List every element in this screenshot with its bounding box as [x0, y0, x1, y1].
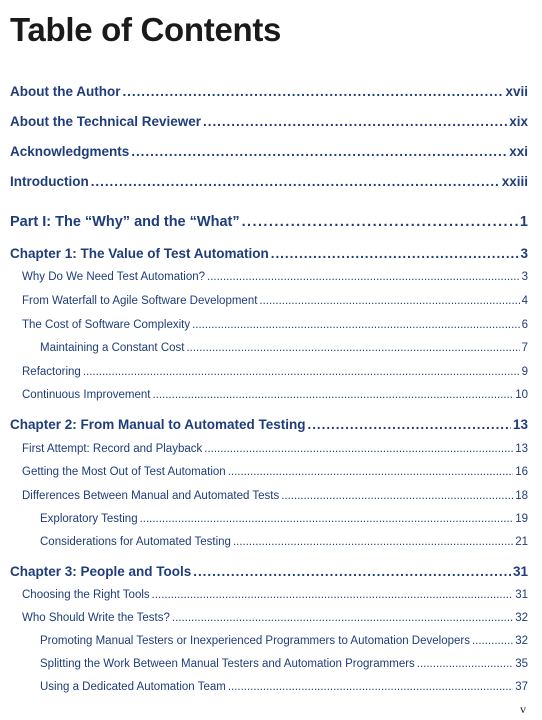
toc-entry-page: 37	[515, 681, 528, 693]
dot-leader	[91, 174, 500, 189]
toc-entry-label: First Attempt: Record and Playback	[22, 443, 203, 455]
toc-entry-page: 3	[521, 271, 528, 283]
toc-entry-page: 9	[521, 366, 528, 378]
toc-entry-subsection[interactable]	[40, 513, 528, 525]
dot-leader	[193, 564, 511, 579]
toc-entry-page: 31	[512, 564, 528, 579]
toc-entry-label: From Waterfall to Agile Software Development	[22, 295, 258, 307]
dot-leader	[242, 214, 518, 230]
page-number: v	[520, 702, 526, 716]
dot-leader	[271, 246, 519, 261]
toc-entry-label: Why Do We Need Test Automation?	[22, 271, 206, 283]
toc-entry-label: About the Author	[10, 84, 121, 99]
dot-leader	[259, 295, 519, 307]
toc-entry-page: 16	[515, 466, 528, 478]
toc-entry-part-1[interactable]	[10, 214, 528, 230]
dot-leader	[308, 417, 511, 432]
toc-entry-section[interactable]	[22, 443, 528, 455]
toc-entry-subsection[interactable]	[40, 635, 528, 647]
toc-entry-chapter-1[interactable]	[10, 246, 528, 261]
toc-entry-acknowledgments[interactable]	[10, 144, 528, 159]
dot-leader	[204, 443, 513, 455]
page-title: Table of Contents	[10, 11, 282, 48]
toc-entry-label: Chapter 1: The Value of Test Automation	[10, 246, 269, 261]
toc-entry-label: Choosing the Right Tools	[22, 589, 150, 601]
toc-entry-subsection[interactable]	[40, 681, 528, 693]
toc-entry-page: 19	[515, 513, 528, 525]
toc-entry-label: About the Technical Reviewer	[10, 114, 202, 129]
dot-leader	[122, 84, 503, 99]
toc-entry-chapter-2[interactable]	[10, 417, 528, 432]
toc-entry-label: Refactoring	[22, 366, 81, 378]
toc-entry-page: xxiii	[501, 174, 528, 189]
toc-entry-page: xvii	[505, 84, 528, 99]
toc-entry-section[interactable]	[22, 466, 528, 478]
toc-entry-label: Introduction	[10, 174, 89, 189]
toc-entry-about-reviewer[interactable]	[10, 114, 528, 129]
toc-entry-page: 4	[521, 295, 528, 307]
toc-entry-page: 32	[515, 635, 528, 647]
toc-entry-label: Getting the Most Out of Test Automation	[22, 466, 226, 478]
dot-leader	[192, 319, 520, 331]
toc-entry-page: 35	[515, 658, 528, 670]
toc-entry-section[interactable]	[22, 319, 528, 331]
toc-entry-page: 10	[515, 389, 528, 401]
dot-leader	[203, 114, 507, 129]
toc-entry-chapter-3[interactable]	[10, 564, 528, 579]
toc-entry-page: 32	[515, 612, 528, 624]
toc-entry-page: 21	[515, 536, 528, 548]
dot-leader	[83, 366, 520, 378]
toc-entry-subsection[interactable]	[40, 658, 528, 670]
toc-entry-section[interactable]	[22, 295, 528, 307]
dot-leader	[152, 389, 513, 401]
dot-leader	[281, 490, 513, 502]
toc-entry-page: 3	[520, 246, 528, 261]
toc-entry-about-author[interactable]	[10, 84, 528, 99]
toc-entry-section[interactable]	[22, 589, 528, 601]
toc-entry-introduction[interactable]	[10, 174, 528, 189]
toc-entry-page: xix	[509, 114, 528, 129]
toc-entry-section[interactable]	[22, 366, 528, 378]
toc-entry-label: The Cost of Software Complexity	[22, 319, 191, 331]
dot-leader	[131, 144, 507, 159]
dot-leader	[228, 681, 513, 693]
toc-entry-label: Promoting Manual Testers or Inexperienced Programmers to Automation Developers	[40, 635, 470, 647]
dot-leader	[140, 513, 514, 525]
toc-entry-label: Chapter 3: People and Tools	[10, 564, 192, 579]
dot-leader	[186, 342, 519, 354]
toc-entry-page: 31	[515, 589, 528, 601]
toc-entry-page: 1	[519, 214, 528, 230]
toc-entry-page: 13	[512, 417, 528, 432]
toc-entry-label: Maintaining a Constant Cost	[40, 342, 185, 354]
toc-entry-section[interactable]	[22, 612, 528, 624]
toc-entry-section[interactable]	[22, 490, 528, 502]
toc-entry-label: Part I: The “Why” and the “What”	[10, 214, 240, 230]
toc-entry-label: Differences Between Manual and Automated Tests	[22, 490, 280, 502]
toc-entry-label: Exploratory Testing	[40, 513, 138, 525]
toc-entry-label: Who Should Write the Tests?	[22, 612, 170, 624]
toc-entry-section[interactable]	[22, 389, 528, 401]
toc-entry-label: Considerations for Automated Testing	[40, 536, 231, 548]
dot-leader	[207, 271, 520, 283]
toc-entry-page: 18	[515, 490, 528, 502]
toc-entry-page: 13	[515, 443, 528, 455]
toc-entry-label: Continuous Improvement	[22, 389, 151, 401]
dot-leader	[417, 658, 513, 670]
toc-entry-page: 7	[521, 342, 528, 354]
dot-leader	[152, 589, 514, 601]
toc-entry-label: Chapter 2: From Manual to Automated Testing	[10, 417, 306, 432]
toc-entry-section[interactable]	[22, 271, 528, 283]
toc-entry-label: Acknowledgments	[10, 144, 130, 159]
dot-leader	[172, 612, 513, 624]
toc-entry-label: Splitting the Work Between Manual Testers and Automation Programmers	[40, 658, 415, 670]
toc-entry-page: 6	[521, 319, 528, 331]
dot-leader	[233, 536, 513, 548]
toc-entry-label: Using a Dedicated Automation Team	[40, 681, 226, 693]
dot-leader	[472, 635, 513, 647]
toc-entry-subsection[interactable]	[40, 342, 528, 354]
toc-entry-subsection[interactable]	[40, 536, 528, 548]
toc-entry-page: xxi	[509, 144, 528, 159]
dot-leader	[228, 466, 513, 478]
